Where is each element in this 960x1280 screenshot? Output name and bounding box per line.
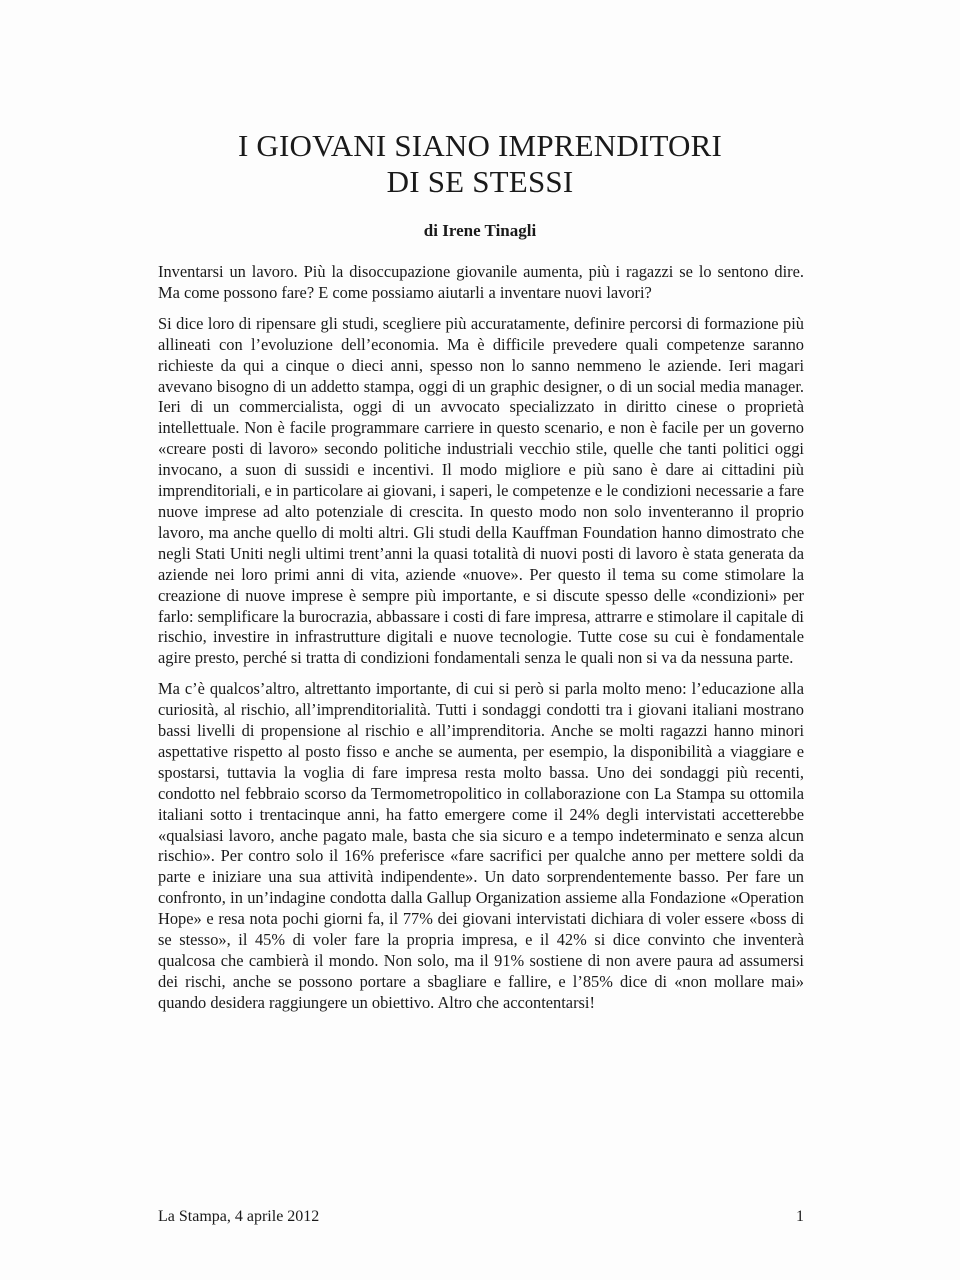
paragraph-2: Si dice loro di ripensare gli studi, scegliere più accuratamente, definire percorsi di formazione più allineati con l’evoluzione dell’economia. Ma è difficile prevedere quali competenze saranno richieste da qui a cinque o dieci anni, spesso non lo sanno nemmeno le aziende. Ieri magari avevano bisogno di un addetto stampa, oggi di un graphic designer, o di un social media manager. Ieri di un commercialista, oggi di un avvocato specializzato in diritto cinese o proprietà intellettuale. Non è facile programmare carriere in questo scenario, e non è facile per un governo «creare posti di lavoro» secondo politiche industriali vecchio stile, quelle che tanti politici oggi invocano, a suon di sussidi e incentivi. Il modo migliore e più sano è dare ai cittadini più imprenditoriali, e in particolare ai giovani, i saperi, le competenze e le condizioni necessarie a fare nuove imprese ad alto potenziale di crescita. In questo modo non solo inventeranno il proprio lavoro, ma anche quello di molti altri. Gli studi della Kauffman Foundation hanno dimostrato che negli Stati Uniti negli ultimi trent’anni la quasi totalità di nuovi posti di lavoro è stata generata da aziende nei loro primi anni di vita, aziende «nuove». Per questo il tema su come stimolare la creazione di nuove imprese è sempre più importante, e si discute spesso delle «condizioni» per farlo: semplificare la burocrazia, abbassare i costi di fare impresa, attrarre e stimolare il capitale di rischio, investire in infrastrutture digitali e nuove tecnologie. Tutte cose su cui è fondamentale agire presto, perché si tratta di condizioni fondamentali senza le quali non si va da nessuna parte. (158, 313, 804, 668)
article-title (0, 128, 960, 200)
article-body (158, 262, 804, 1024)
article-title-line-2: DI SE STESSI (386, 164, 574, 199)
article-title-line-1: I GIOVANI SIANO IMPRENDITORI (237, 128, 723, 163)
page-number: 1 (796, 1208, 804, 1225)
paragraph-3: Ma c’è qualcos’altro, altrettanto importante, di cui si però si parla molto meno: l’educazione alla curiosità, al rischio, all’imprenditorialità. Tutti i sondaggi condotti tra i giovani italiani mostrano bassi livelli di propensione al rischio e all’imprenditoria. Anche se molti ragazzi hanno minori aspettative rispetto al posto fisso e anche se aumenta, per esempio, la disponibilità a viaggiare e spostarsi, tuttavia la voglia di fare impresa resta molto bassa. Uno dei sondaggi più recenti, condotto nel febbraio scorso da Termometropolitico in collaborazione con La Stampa su ottomila italiani sotto i trentacinque anni, ha fatto emergere come il 24% degli intervistati accetterebbe «qualsiasi lavoro, anche pagato male, basta che sia sicuro e a tempo indeterminato e senza alcun rischio». Per contro solo il 16% preferisce «fare sacrifici per qualche anno per mettere soldi da parte e iniziare una sua attività indipendente». Un dato sorprendentemente basso. Per fare un confronto, in un’indagine condotta dalla Gallup Organization assieme alla Fondazione «Operation Hope» e resa nota pochi giorni fa, il 77% dei giovani intervistati dichiara di voler essere «boss di se stesso», il 45% di voler fare la propria impresa, e il 42% si dice convinto che inventerà qualcosa che cambierà il mondo. Non solo, ma il 91% sostiene di non avere paura ad assumersi dei rischi, anche se possono portare a sbagliare e fallire, e l’85% dice di «non mollare mai» quando desidera raggiungere un obiettivo. Altro che accontentarsi! (158, 679, 804, 1012)
footer-source: La Stampa, 4 aprile 2012 (158, 1208, 320, 1225)
paragraph-1: Inventarsi un lavoro. Più la disoccupazione giovanile aumenta, più i ragazzi se lo sentono dire. Ma come possono fare? E come possiamo aiutarli a inventare nuovi lavori? (158, 262, 804, 302)
article-byline: di Irene Tinagli (423, 221, 537, 240)
